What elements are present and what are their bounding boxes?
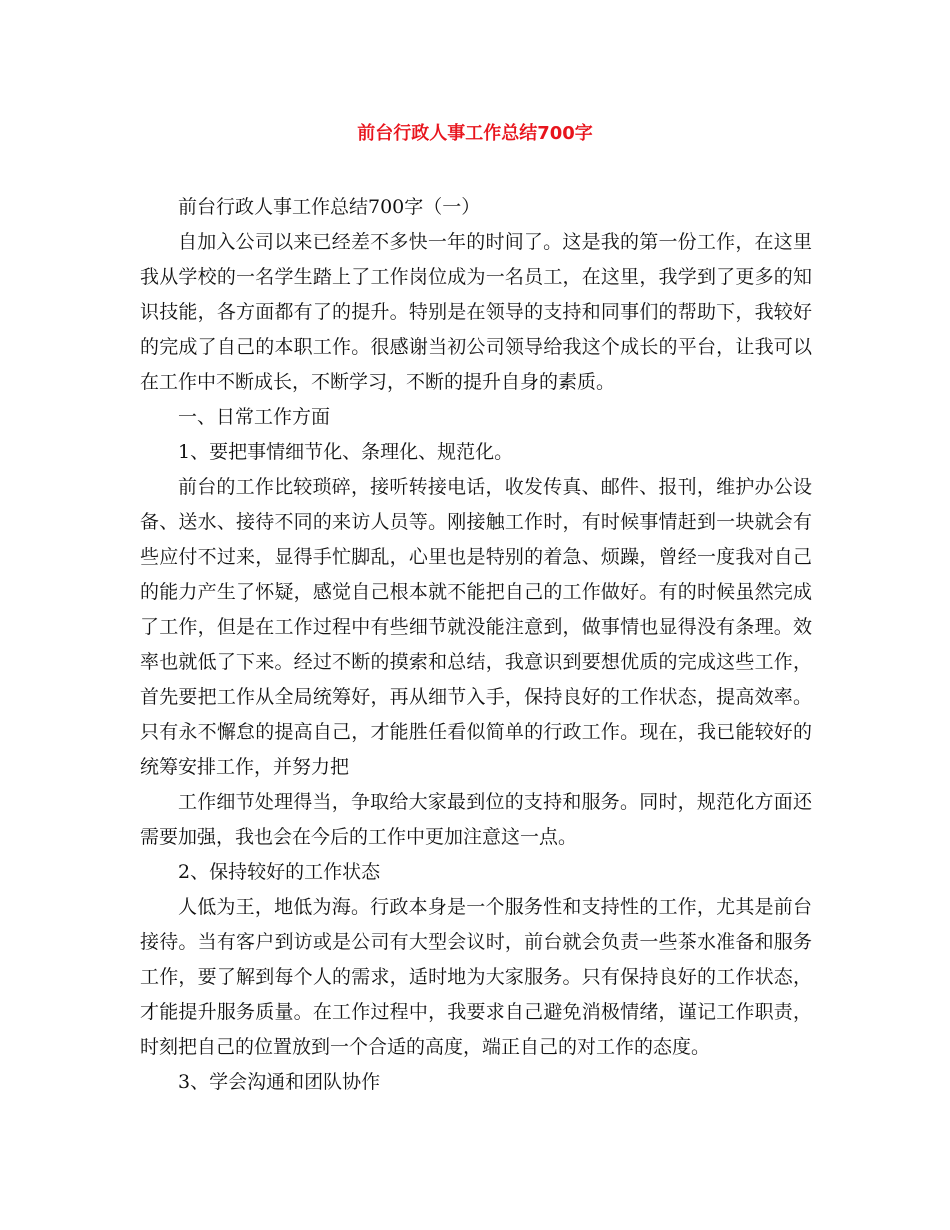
paragraph-work-state: 人低为王，地低为海。行政本身是一个服务性和支持性的工作，尤其是前台接待。当有客户到访或是公司有大型会议时，前台就会负责一些茶水准备和服务工作，要了解到每个人的需求，适时地为大家服务。只有保持良好的工作状态，才能提升服务质量。在工作过程中，我要求自己避免消极情绪，谨记工作职责，时刻把自己的位置放到一个合适的高度，端正自己的对工作的态度。: [140, 896, 812, 1058]
heading-item-3: 3、学会沟通和团队协作: [178, 1071, 381, 1093]
heading-item-1: 1、要把事情细节化、条理化、规范化。: [178, 441, 514, 463]
paragraph-intro: 自加入公司以来已经差不多快一年的时间了。这是我的第一份工作，在这里我从学校的一名学生踏上了工作岗位成为一名员工，在这里，我学到了更多的知识技能，各方面都有了的提升。特别是在领导的支持和同事们的帮助下，我较好的完成了自己的本职工作。很感谢当初公司领导给我这个成长的平台，让我可以在工作中不断成长，不断学习，不断的提升自身的素质。: [140, 231, 812, 393]
paragraph-details: 工作细节处理得当，争取给大家最到位的支持和服务。同时，规范化方面还需要加强，我也会在今后的工作中更加注意这一点。: [140, 791, 812, 848]
paragraph-subtitle: 前台行政人事工作总结700字（一）: [178, 196, 481, 218]
document-title: 前台行政人事工作总结700字: [357, 123, 593, 144]
paragraph-front-desk: 前台的工作比较琐碎，接听转接电话，收发传真、邮件、报刊，维护办公设备、送水、接待不同的来访人员等。刚接触工作时，有时候事情赶到一块就会有些应付不过来，显得手忙脚乱，心里也是特别的着急、烦躁，曾经一度我对自己的能力产生了怀疑，感觉自己根本就不能把自己的工作做好。有的时候虽然完成了工作，但是在工作过程中有些细节就没能注意到，做事情也显得没有条理。效率也就低了下来。经过不断的摸索和总结，我意识到要想优质的完成这些工作，首先要把工作从全局统筹好，再从细节入手，保持良好的工作状态，提高效率。只有永不懈怠的提高自己，才能胜任看似简单的行政工作。现在，我已能较好的统筹安排工作，并努力把: [140, 476, 812, 778]
heading-item-2: 2、保持较好的工作状态: [178, 861, 381, 883]
heading-daily-work: 一、日常工作方面: [178, 406, 331, 428]
document-body: [140, 190, 812, 1100]
